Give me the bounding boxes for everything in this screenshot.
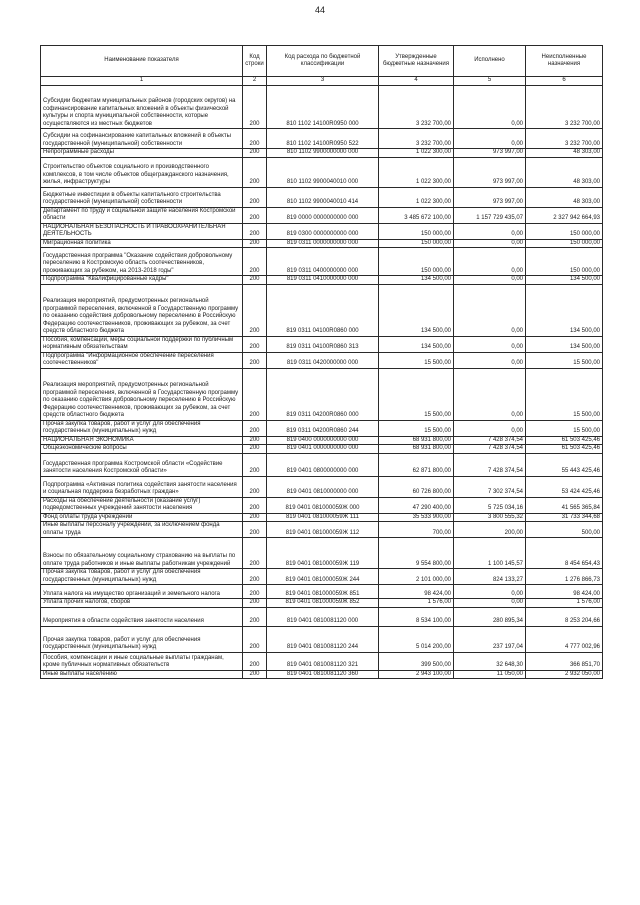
table-row [41, 585, 603, 599]
unexecuted-amount-cell: 150 000,00 [526, 248, 603, 276]
budget-code-cell: 819 0401 0000000000 000 [267, 445, 379, 454]
approved-amount-cell: 3 232 700,00 [379, 129, 454, 149]
executed-amount-cell: 7 302 374,54 [454, 476, 526, 497]
line-code-cell: 200 [243, 336, 267, 352]
unexecuted-amount-cell: 98 424,00 [526, 585, 603, 599]
executed-amount-cell: 7 428 374,54 [454, 445, 526, 454]
budget-code-cell: 810 1102 9900040010 000 [267, 157, 379, 187]
indicator-name-cell: НАЦИОНАЛЬНАЯ БЕЗОПАСНОСТЬ И ПРАВООХРАНИТЕЛЬНАЯ ДЕЯТЕЛЬНОСТЬ [41, 223, 243, 239]
table-row [41, 157, 603, 187]
executed-amount-cell: 7 428 374,54 [454, 436, 526, 445]
indicator-name-cell: Субсидии бюджетам муниципальных районов (городских округов) на софинансирование капитальных вложений в объекты физической культуры и спорта муниципальной собственности, которые осуществляются из местных бюджетов [41, 86, 243, 129]
budget-code-cell: 819 0300 0000000000 000 [267, 223, 379, 239]
executed-amount-cell: 0,00 [454, 239, 526, 248]
column-header-executed: Исполнено [454, 46, 526, 77]
unexecuted-amount-cell: 2 932 050,00 [526, 670, 603, 679]
table-row [41, 569, 603, 585]
table-row [41, 336, 603, 352]
budget-code-cell: 819 0000 0000000000 000 [267, 207, 379, 223]
line-code-cell: 200 [243, 513, 267, 522]
budget-code-cell: 819 0401 081000059Ж 000 [267, 497, 379, 513]
line-code-cell: 200 [243, 607, 267, 626]
approved-amount-cell: 1 022 300,00 [379, 187, 454, 207]
column-number: 6 [526, 77, 603, 86]
executed-amount-cell: 1 157 729 435,07 [454, 207, 526, 223]
unexecuted-amount-cell: 3 232 700,00 [526, 129, 603, 149]
table-row [41, 187, 603, 207]
unexecuted-amount-cell: 15 500,00 [526, 352, 603, 368]
table-row [41, 497, 603, 513]
table-row [41, 522, 603, 538]
unexecuted-amount-cell: 134 500,00 [526, 336, 603, 352]
column-header-approved: Утвержденные бюджетные назначения [379, 46, 454, 77]
approved-amount-cell: 8 534 100,00 [379, 607, 454, 626]
budget-execution-table [40, 45, 603, 679]
line-code-cell: 200 [243, 670, 267, 679]
table-row [41, 368, 603, 420]
budget-code-cell: 819 0401 081000059Ж 112 [267, 522, 379, 538]
approved-amount-cell: 68 931 800,00 [379, 445, 454, 454]
budget-code-cell: 810 1102 9900040010 414 [267, 187, 379, 207]
column-header-line-code: Код строки [243, 46, 267, 77]
approved-amount-cell: 700,00 [379, 522, 454, 538]
executed-amount-cell: 11 050,00 [454, 670, 526, 679]
executed-amount-cell: 280 895,34 [454, 607, 526, 626]
approved-amount-cell: 1 022 300,00 [379, 157, 454, 187]
unexecuted-amount-cell: 4 777 002,96 [526, 626, 603, 652]
line-code-cell: 200 [243, 599, 267, 608]
approved-amount-cell: 150 000,00 [379, 223, 454, 239]
indicator-name-cell: Подпрограмма "Информационное обеспечение переселения соотечественников" [41, 352, 243, 368]
approved-amount-cell: 2 101 000,00 [379, 569, 454, 585]
approved-amount-cell: 15 500,00 [379, 368, 454, 420]
indicator-name-cell: Взносы по обязательному социальному страхованию на выплаты по оплате труда работников и иные выплаты работникам учреждений [41, 538, 243, 569]
budget-code-cell: 810 1102 9900000000 000 [267, 149, 379, 158]
table-row [41, 276, 603, 285]
table-row [41, 652, 603, 670]
unexecuted-amount-cell: 3 232 700,00 [526, 86, 603, 129]
line-code-cell: 200 [243, 157, 267, 187]
budget-code-cell: 819 0401 0810081120 360 [267, 670, 379, 679]
approved-amount-cell: 3 485 672 100,00 [379, 207, 454, 223]
budget-code-cell: 819 0401 081000059Ж 244 [267, 569, 379, 585]
executed-amount-cell: 237 197,04 [454, 626, 526, 652]
approved-amount-cell: 68 931 800,00 [379, 436, 454, 445]
approved-amount-cell: 1 022 300,00 [379, 149, 454, 158]
unexecuted-amount-cell: 41 565 365,84 [526, 497, 603, 513]
unexecuted-amount-cell: 2 327 942 664,93 [526, 207, 603, 223]
column-number: 3 [267, 77, 379, 86]
line-code-cell: 200 [243, 626, 267, 652]
executed-amount-cell: 200,00 [454, 522, 526, 538]
line-code-cell: 200 [243, 239, 267, 248]
executed-amount-cell: 0,00 [454, 352, 526, 368]
indicator-name-cell: Государственная программа Костромской области «Содействие занятости населения Костромской области» [41, 453, 243, 476]
table-row [41, 207, 603, 223]
unexecuted-amount-cell: 61 503 425,46 [526, 445, 603, 454]
line-code-cell: 200 [243, 652, 267, 670]
executed-amount-cell: 32 648,30 [454, 652, 526, 670]
approved-amount-cell: 150 000,00 [379, 248, 454, 276]
executed-amount-cell: 0,00 [454, 284, 526, 336]
unexecuted-amount-cell: 61 503 425,46 [526, 436, 603, 445]
table-row [41, 248, 603, 276]
line-code-cell: 200 [243, 368, 267, 420]
executed-amount-cell: 0,00 [454, 223, 526, 239]
executed-amount-cell: 973 997,00 [454, 149, 526, 158]
approved-amount-cell: 134 500,00 [379, 336, 454, 352]
line-code-cell: 200 [243, 445, 267, 454]
line-code-cell: 200 [243, 436, 267, 445]
executed-amount-cell: 1 100 145,57 [454, 538, 526, 569]
indicator-name-cell: Непрограммные расходы [41, 149, 243, 158]
line-code-cell: 200 [243, 497, 267, 513]
line-code-cell: 200 [243, 276, 267, 285]
indicator-name-cell: Миграционная политика [41, 239, 243, 248]
budget-code-cell: 819 0311 04100R0860 313 [267, 336, 379, 352]
indicator-name-cell: Общеэкономические вопросы [41, 445, 243, 454]
table-row [41, 239, 603, 248]
table-row [41, 670, 603, 679]
unexecuted-amount-cell: 134 500,00 [526, 276, 603, 285]
line-code-cell: 200 [243, 248, 267, 276]
table-row [41, 626, 603, 652]
approved-amount-cell: 9 554 800,00 [379, 538, 454, 569]
approved-amount-cell: 62 871 800,00 [379, 453, 454, 476]
line-code-cell: 200 [243, 187, 267, 207]
column-header-unexecuted: Неисполненные назначения [526, 46, 603, 77]
table-row [41, 513, 603, 522]
executed-amount-cell: 973 997,00 [454, 157, 526, 187]
indicator-name-cell: Реализация мероприятий, предусмотренных региональной программой переселения, включенной в Государственную программу по оказанию содействия добровольному переселению в Российскую Федерацию соотечественников, проживающих за рубежом, за счет средств областного бюджета [41, 368, 243, 420]
executed-amount-cell: 0,00 [454, 585, 526, 599]
line-code-cell: 200 [243, 538, 267, 569]
line-code-cell: 200 [243, 476, 267, 497]
page-number: 44 [314, 5, 325, 15]
unexecuted-amount-cell: 8 454 654,43 [526, 538, 603, 569]
indicator-name-cell: Реализация мероприятий, предусмотренных региональной программой переселения, включенной в Государственную программу по оказанию содействия добровольному переселению в Российскую Федерацию соотечественников, проживающих за рубежом, за счет средств областного бюджета [41, 284, 243, 336]
indicator-name-cell: Фонд оплаты труда учреждений [41, 513, 243, 522]
table-row [41, 476, 603, 497]
unexecuted-amount-cell: 134 500,00 [526, 284, 603, 336]
unexecuted-amount-cell: 150 000,00 [526, 223, 603, 239]
approved-amount-cell: 5 014 200,00 [379, 626, 454, 652]
indicator-name-cell: Пособия, компенсации и иные социальные выплаты гражданам, кроме публичных нормативных обязательств [41, 652, 243, 670]
budget-code-cell: 810 1102 14100R0950 522 [267, 129, 379, 149]
line-code-cell: 200 [243, 86, 267, 129]
approved-amount-cell: 60 726 800,00 [379, 476, 454, 497]
approved-amount-cell: 134 500,00 [379, 276, 454, 285]
indicator-name-cell: Уплата прочих налогов, сборов [41, 599, 243, 608]
indicator-name-cell: Прочая закупка товаров, работ и услуг для обеспечения государственных (муниципальных) нужд [41, 569, 243, 585]
budget-code-cell: 810 1102 14100R0950 000 [267, 86, 379, 129]
unexecuted-amount-cell: 55 443 425,46 [526, 453, 603, 476]
budget-code-cell: 819 0311 0400000000 000 [267, 248, 379, 276]
table-row [41, 445, 603, 454]
unexecuted-amount-cell: 500,00 [526, 522, 603, 538]
approved-amount-cell: 2 943 100,00 [379, 670, 454, 679]
approved-amount-cell: 15 500,00 [379, 420, 454, 436]
unexecuted-amount-cell: 15 500,00 [526, 420, 603, 436]
unexecuted-amount-cell: 15 500,00 [526, 368, 603, 420]
unexecuted-amount-cell: 48 303,00 [526, 149, 603, 158]
approved-amount-cell: 47 290 400,00 [379, 497, 454, 513]
indicator-name-cell: Мероприятия в области содействия занятости населения [41, 607, 243, 626]
approved-amount-cell: 399 500,00 [379, 652, 454, 670]
approved-amount-cell: 1 576,00 [379, 599, 454, 608]
indicator-name-cell: Расходы на обеспечение деятельности (оказание услуг) подведомственных учреждений занятости населения [41, 497, 243, 513]
executed-amount-cell: 0,00 [454, 248, 526, 276]
line-code-cell: 200 [243, 223, 267, 239]
column-header-indicator-name: Наименование показателя [41, 46, 243, 77]
approved-amount-cell: 98 424,00 [379, 585, 454, 599]
table-row [41, 607, 603, 626]
unexecuted-amount-cell: 366 851,70 [526, 652, 603, 670]
table-row [41, 538, 603, 569]
indicator-name-cell: Подпрограмма "Квалифицированные кадры" [41, 276, 243, 285]
unexecuted-amount-cell: 150 000,00 [526, 239, 603, 248]
budget-code-cell: 819 0401 081000059Ж 111 [267, 513, 379, 522]
budget-code-cell: 819 0311 0410000000 000 [267, 276, 379, 285]
line-code-cell: 200 [243, 585, 267, 599]
line-code-cell: 200 [243, 453, 267, 476]
column-number: 1 [41, 77, 243, 86]
column-number: 2 [243, 77, 267, 86]
table-row [41, 436, 603, 445]
table-row [41, 284, 603, 336]
budget-code-cell: 819 0311 04200R0860 000 [267, 368, 379, 420]
approved-amount-cell: 35 533 900,00 [379, 513, 454, 522]
executed-amount-cell: 3 800 555,32 [454, 513, 526, 522]
executed-amount-cell: 0,00 [454, 420, 526, 436]
approved-amount-cell: 150 000,00 [379, 239, 454, 248]
executed-amount-cell: 5 725 034,16 [454, 497, 526, 513]
budget-code-cell: 819 0401 0800000000 000 [267, 453, 379, 476]
executed-amount-cell: 973 997,00 [454, 187, 526, 207]
line-code-cell: 200 [243, 420, 267, 436]
budget-code-cell: 819 0401 0810081120 321 [267, 652, 379, 670]
budget-code-cell: 819 0401 0810081120 244 [267, 626, 379, 652]
executed-amount-cell: 7 428 374,54 [454, 453, 526, 476]
executed-amount-cell: 0,00 [454, 336, 526, 352]
executed-amount-cell: 0,00 [454, 129, 526, 149]
budget-code-cell: 819 0401 0810081120 000 [267, 607, 379, 626]
line-code-cell: 200 [243, 207, 267, 223]
executed-amount-cell: 824 133,27 [454, 569, 526, 585]
executed-amount-cell: 0,00 [454, 276, 526, 285]
table-row [41, 453, 603, 476]
column-number: 5 [454, 77, 526, 86]
table-row [41, 599, 603, 608]
budget-code-cell: 819 0311 0420000000 000 [267, 352, 379, 368]
budget-code-cell: 819 0401 0810000000 000 [267, 476, 379, 497]
line-code-cell: 200 [243, 129, 267, 149]
indicator-name-cell: Подпрограмма «Активная политика содействия занятости населения и социальная поддержка безработных граждан» [41, 476, 243, 497]
table-row [41, 223, 603, 239]
budget-code-cell: 819 0311 0000000000 000 [267, 239, 379, 248]
indicator-name-cell: Пособия, компенсации, меры социальной поддержки по публичным нормативным обязательствам [41, 336, 243, 352]
column-header-budget-code: Код расхода по бюджетной классификации [267, 46, 379, 77]
unexecuted-amount-cell: 53 424 425,46 [526, 476, 603, 497]
approved-amount-cell: 3 232 700,00 [379, 86, 454, 129]
table-row [41, 149, 603, 158]
indicator-name-cell: Бюджетные инвестиции в объекты капитального строительства государственной (муниципальной) собственности [41, 187, 243, 207]
line-code-cell: 200 [243, 352, 267, 368]
indicator-name-cell: Уплата налога на имущество организаций и земельного налога [41, 585, 243, 599]
table-row [41, 352, 603, 368]
table-row [41, 129, 603, 149]
executed-amount-cell: 0,00 [454, 599, 526, 608]
table-header [41, 46, 603, 86]
line-code-cell: 200 [243, 149, 267, 158]
unexecuted-amount-cell: 8 253 204,66 [526, 607, 603, 626]
indicator-name-cell: Иные выплаты персоналу учреждений, за исключением фонда оплаты труда [41, 522, 243, 538]
unexecuted-amount-cell: 1 576,00 [526, 599, 603, 608]
column-number: 4 [379, 77, 454, 86]
budget-code-cell: 819 0401 081000059Ж 119 [267, 538, 379, 569]
indicator-name-cell: Строительство объектов социального и производственного комплексов, в том числе объектов общегражданского назначения, жилья, инфраструктуры [41, 157, 243, 187]
executed-amount-cell: 0,00 [454, 368, 526, 420]
indicator-name-cell: Прочая закупка товаров, работ и услуг для обеспечения государственных (муниципальных) нужд [41, 626, 243, 652]
approved-amount-cell: 134 500,00 [379, 284, 454, 336]
unexecuted-amount-cell: 48 303,00 [526, 157, 603, 187]
table-body [41, 86, 603, 679]
unexecuted-amount-cell: 1 276 866,73 [526, 569, 603, 585]
budget-code-cell: 819 0401 081000059Ж 852 [267, 599, 379, 608]
budget-code-cell: 819 0401 081000059Ж 851 [267, 585, 379, 599]
indicator-name-cell: Прочая закупка товаров, работ и услуг для обеспечения государственных (муниципальных) нужд [41, 420, 243, 436]
indicator-name-cell: Государственная программа "Оказание содействия добровольному переселению в Костромскую область соотечественников, проживающих за рубежом, на 2013-2018 годы" [41, 248, 243, 276]
table-row [41, 86, 603, 129]
budget-code-cell: 819 0311 04100R0860 000 [267, 284, 379, 336]
indicator-name-cell: НАЦИОНАЛЬНАЯ ЭКОНОМИКА [41, 436, 243, 445]
indicator-name-cell: Департамент по труду и социальной защите населения Костромской области [41, 207, 243, 223]
budget-code-cell: 819 0400 0000000000 000 [267, 436, 379, 445]
line-code-cell: 200 [243, 569, 267, 585]
indicator-name-cell: Субсидии на софинансирование капитальных вложений в объекты государственной (муниципальной) собственности [41, 129, 243, 149]
executed-amount-cell: 0,00 [454, 86, 526, 129]
indicator-name-cell: Иные выплаты населению [41, 670, 243, 679]
unexecuted-amount-cell: 31 733 344,68 [526, 513, 603, 522]
unexecuted-amount-cell: 48 303,00 [526, 187, 603, 207]
budget-code-cell: 819 0311 04200R0860 244 [267, 420, 379, 436]
approved-amount-cell: 15 500,00 [379, 352, 454, 368]
table-row [41, 420, 603, 436]
line-code-cell: 200 [243, 284, 267, 336]
line-code-cell: 200 [243, 522, 267, 538]
